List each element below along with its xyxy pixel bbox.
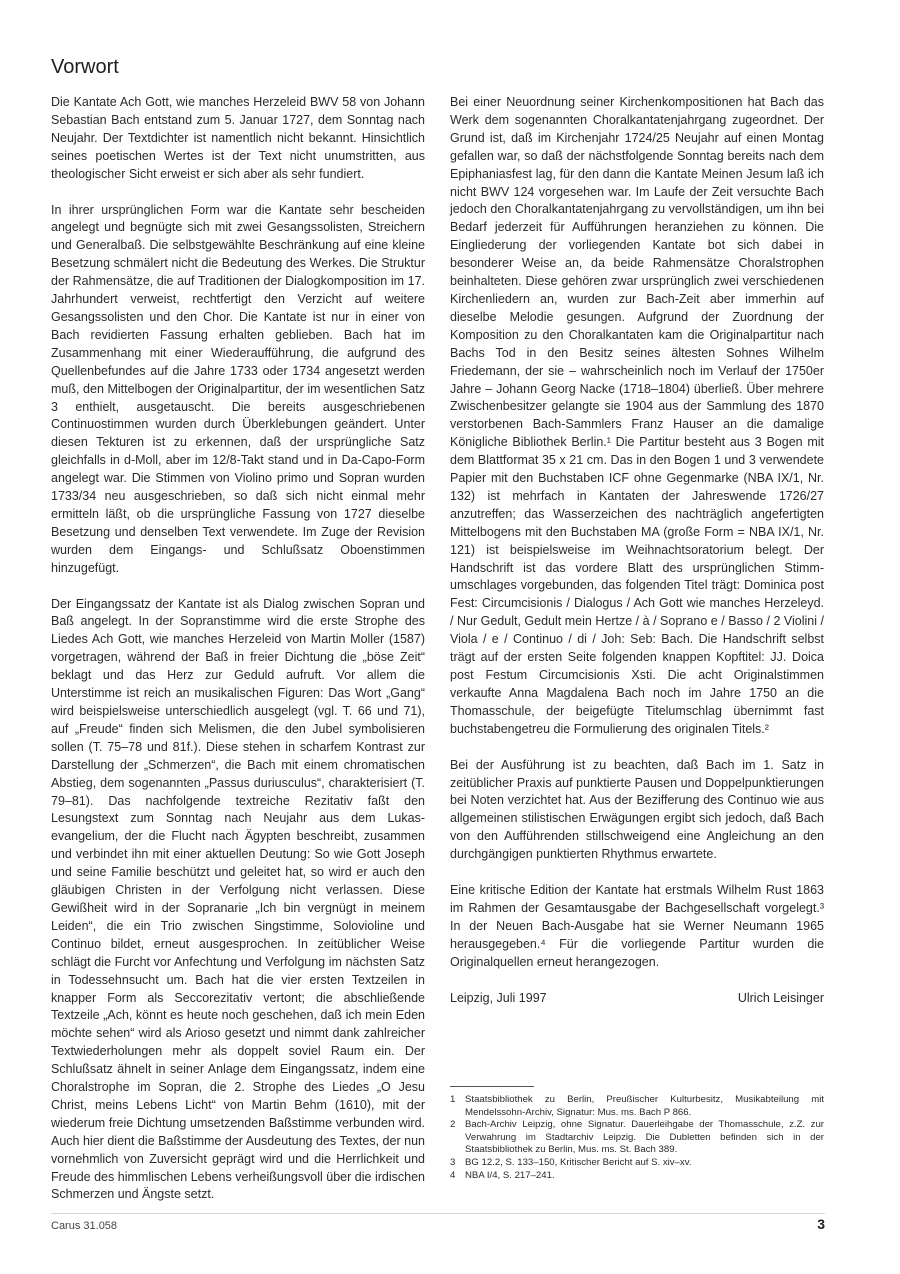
footnotes (450, 1094, 824, 1182)
footnote-text: NBA I/4, S. 217–241. (465, 1169, 555, 1181)
signature-line (450, 990, 824, 1008)
footnote-number: 3 (450, 1156, 456, 1168)
paragraph: Bei einer Neuordnung seiner Kirchenkompositionen hat Bach das Werk dem sogenannten Choralkantatenjahrgang zugeordnet. Der Grund ist, daß im Kirchenjahr 1724/25 Neujahr auf einen Montag gefallen war, so daß der nächstfolgende Sonntag bereits nach dem Epiphaniasfest lag, für den dann die Kantate Meinen Jesum laß ich nicht BWV 124 vorgesehen war. Im Laufe der Zeit versuchte Bach jedoch den Choralkantatenjahrgang zu vervollständigen, um ihn bei Bedarf jederzeit für Aufführungen heranziehen zu können. Die Eingliederung der vorliegenden Kantate bot sich dabei in besonderer Weise an, da beide Rahmensätze Choralstrophen beinhalteten. Diese gehören zwar ursprünglich zwei verschiedenen Kirchenliedern an, wurden zur Bach-Zeit aber immerhin auf dieselbe Melodie gesungen. Aufgrund der Zuordnung der Komposition zu den Choralkantaten kam die Originalpartitur nach Bachs Tod in den Besitz seines ältesten Sohnes Wilhelm Friedemann, der sie – wahrscheinlich noch im Verlauf der 1750er Jahre – Johann Georg Nacke (1718–1804) überließ. Über mehrere Zwischenbesitzer gelangte sie 1904 aus der Sammlung des 1870 verstorbenen Bach-Sammlers Franz Hauser an die damalige Königliche Bibliothek Berlin.¹ Die Partitur besteht aus 3 Bogen mit dem Blattformat 35 x 21 cm. Das in den Bogen 1 und 3 verwendete Papier mit den Buchstaben ICF ohne Gegenmarke (NBA IX/1, Nr. 132) ist mehrfach in Kantaten der Jahreswende 1726/27 anzutreffen; das Wasserzeichen des nachträglich angefertigten Mittelbogens mit den Buchstaben MA (große Form = NBA IX/1, Nr. 121) ist beispielsweise im Weihnachtsoratorium belegt. Der Handschrift ist das vordere Blatt des ursprünglichen Stimmumschlages vorgebunden, das folgenden Titel trägt: Dominica post Fest: Circumcisionis / Dialogus / Ach Gott wie manches Herzeleyd. / Nur Gedult, Gedult mein Hertze / à / Soprano e / Basso / 2 Violini / Viola / e / Continuo / di / Joh: Seb: Bach. Die Handschrift selbst trägt auf der ersten Seite folgenden knappen Kopftitel: JJ. Doica post Festum Circumcisionis Xsti. Die acht Originalstimmen verkaufte Anna Magdalena Bach noch im Jahre 1750 an die Thomasschule, der beigefügte Titelumschlag übernimmt fast buchstabengetreu die Formulierung des originalen Titels.² (450, 95, 824, 736)
footnote-number: 4 (450, 1169, 456, 1181)
paragraph: In ihrer ursprünglichen Form war die Kantate sehr bescheiden angelegt und begnügte sich mit zwei Gesangssolisten, Streichern und Generalbaß. Die selbstgewählte Beschränkung auf eine kleine Besetzung schmälert nicht die Bedeutung des Werkes. Die Struktur der Rahmensätze, die auf Traditionen der Dialogkomposition im 17. Jahrhundert verweist, rechtfertigt den Verzicht auf weitere Gesangssolisten und den Chor. Die Kantate ist nur in einer von Bach revidierten Fassung erhalten geblieben. Bach hat im Zusammenhang mit einer Wiederaufführung, die aufgrund des Quellenbefundes auf die Jahre 1733 oder 1734 angesetzt werden muß, den Mittelbogen der Originalpartitur, der im wesentlichen Satz 3 enthielt, ausgetauscht. Die bereits ausgeschriebenen Continuostimmen wurden durch Überklebungen geändert. Unter diesen Tekturen ist zu erkennen, daß der ursprüngliche Satz gleichfalls in d-Moll, aber im 12/8-Takt stand und in Da-Capo-Form angelegt war. Die Stimmen von Violino primo und Sopran wurden 1733/34 neu ausgeschrieben, so daß sich nicht einmal mehr ermitteln läßt, ob die ursprüngliche Fassung von 1727 dieselbe Besetzung und denselben Text verwendete. Im Zuge der Revision wurden dem Eingangs- und Schlußsatz Oboenstimmen hinzugefügt. (51, 202, 425, 575)
footnote-number: 1 (450, 1094, 456, 1105)
catalog-number: Carus 31.058 (51, 1220, 118, 1232)
footnote-divider (450, 1086, 534, 1087)
footnote-text: Bach-Archiv Leipzig, ohne Signatur. Dauerleihgabe der Thomasschule, z.Z. zur Verwahrung im Stadtarchiv Leipzig. Die Dubletten befinden sich in der Staatsbibliothek zu Berlin, Mus. ms. St. Bach 389. (465, 1119, 824, 1156)
footnote (450, 1119, 824, 1157)
footnote (450, 1094, 824, 1119)
footnote-number: 2 (450, 1119, 456, 1131)
page-number: 3 (817, 1216, 825, 1232)
paragraph: Die Kantate Ach Gott, wie manches Herzeleid BWV 58 von Johann Sebastian Bach entstand zum 5. Januar 1727, dem Sonntag nach Neujahr. Der Textdichter ist namentlich nicht bekannt. Hinsichtlich seines poetischen Wertes ist der Text nicht unumstritten, aus theologischer Sicht erweist er sich aber als sehr fundiert. (51, 95, 425, 181)
place-date: Leipzig, Juli 1997 (450, 990, 547, 1005)
footnote-text: BG 12.2, S. 133–150, Kritischer Bericht auf S. xiv–xv. (465, 1156, 692, 1168)
page-footer (51, 1213, 825, 1232)
left-column (51, 94, 425, 1222)
paragraph: Eine kritische Edition der Kantate hat erstmals Wilhelm Rust 1863 im Rahmen der Gesamtausgabe der Bachgesellschaft vorgelegt.³ In der Neuen Bach-Ausgabe hat sie Werner Neumann 1965 herausgegeben.⁴ Für die vorliegende Partitur wurden die Originalquellen erneut herangezogen. (450, 883, 824, 969)
author-name: Ulrich Leisinger (737, 990, 824, 1005)
page-title: Vorwort (51, 56, 119, 78)
footnote-text: Staatsbibliothek zu Berlin, Preußischer Kulturbesitz, Musikabteilung mit Mendelssohn-Archiv, Signatur: Mus. ms. Bach P 866. (465, 1094, 824, 1118)
footnote (450, 1157, 824, 1170)
paragraph: Der Eingangssatz der Kantate ist als Dialog zwischen Sopran und Baß angelegt. In der Sopranstimme wird die erste Strophe des Liedes Ach Gott, wie manches Herzeleid von Martin Moller (1587) vorgetragen, während der Baß in freier Dichtung die „böse Zeit“ beklagt und das Herz zur Geduld aufruft. Vor allem die Unterstimme ist reich an musikalischen Figuren: Das Wort „Gang“ wird beispielsweise unterschiedlich ausgelegt (vgl. T. 66 und 71), auf „Freude“ finden sich Melismen, die den Jubel symbolisieren sollen (T. 75–78 und 81f.). Diese stehen in scharfem Kontrast zur Darstellung der „Schmerzen“, die Bach mit einem chromatischen Abstieg, dem sogenannten „Passus duriusculus“, charakterisiert (T. 79–81). Das nachfolgende textreiche Rezitativ faßt den Lesungstext zum Sonntag nach Neujahr aus dem Lukasevangelium, der die Flucht nach Ägypten beschreibt, zusammen und verbindet ihn mit einer aktuellen Deutung: So wie Gott Joseph und seine Familie beschützt und geleitet hat, so wird er auch den gläubigen Christen in der Verfolgung nicht verlassen. Diese Gewißheit wird in der Sopranarie „Ich bin vergnügt in meinem Leiden“, die ein Trio zwischen Singstimme, Solovioline und Continuo bildet, erneut ausgesprochen. In zeitüblicher Weise schlägt die Furcht vor Anfechtung und Verfolgung im nächsten Satz in Todessehnsucht um. Bach hat die vier ersten Textzeilen in knapper Form als Seccorezitativ vertont; die abschließende Textzeile „Ach, könnt es heute noch geschehen, daß ich mein Eden möchte sehen“ wird als Arioso gesetzt und nimmt dank zahlreicher Textwiederholungen mehr als doppelt soviel Raum ein. Der Schlußsatz ähnelt in seiner Anlage dem Eingangssatz, indem eine Choralstrophe im Sopran, die 2. Strophe des Liedes „O Jesu Christ, meins Lebens Licht“ von Martin Behm (1610), mit der wiederum freie Dichtung umsetzenden Baßstimme verbunden wird. Auch hier dient die Baßstimme der Ausdeutung des Textes, der nun vornehmlich von Zuversicht geprägt wird und die Herrlichkeit und Freude des himmlischen Lebens verheißungsvoll über die irdischen Schmerzen und Ängste setzt. (51, 596, 425, 1202)
paragraph: Bei der Ausführung ist zu beachten, daß Bach im 1. Satz in zeitüblicher Praxis auf punktierte Pausen und Doppelpunktierungen bei Noten verzichtet hat. Aus der Bezifferung des Continuo wie aus allgemeinen stilistischen Erwägungen ergibt sich jedoch, daß Bach von den Aufführenden stillschweigend eine Angleichung an den durchgängigen punktierten Rhythmus erwartete. (450, 757, 824, 862)
right-column (450, 94, 824, 1008)
footnote (450, 1170, 824, 1183)
